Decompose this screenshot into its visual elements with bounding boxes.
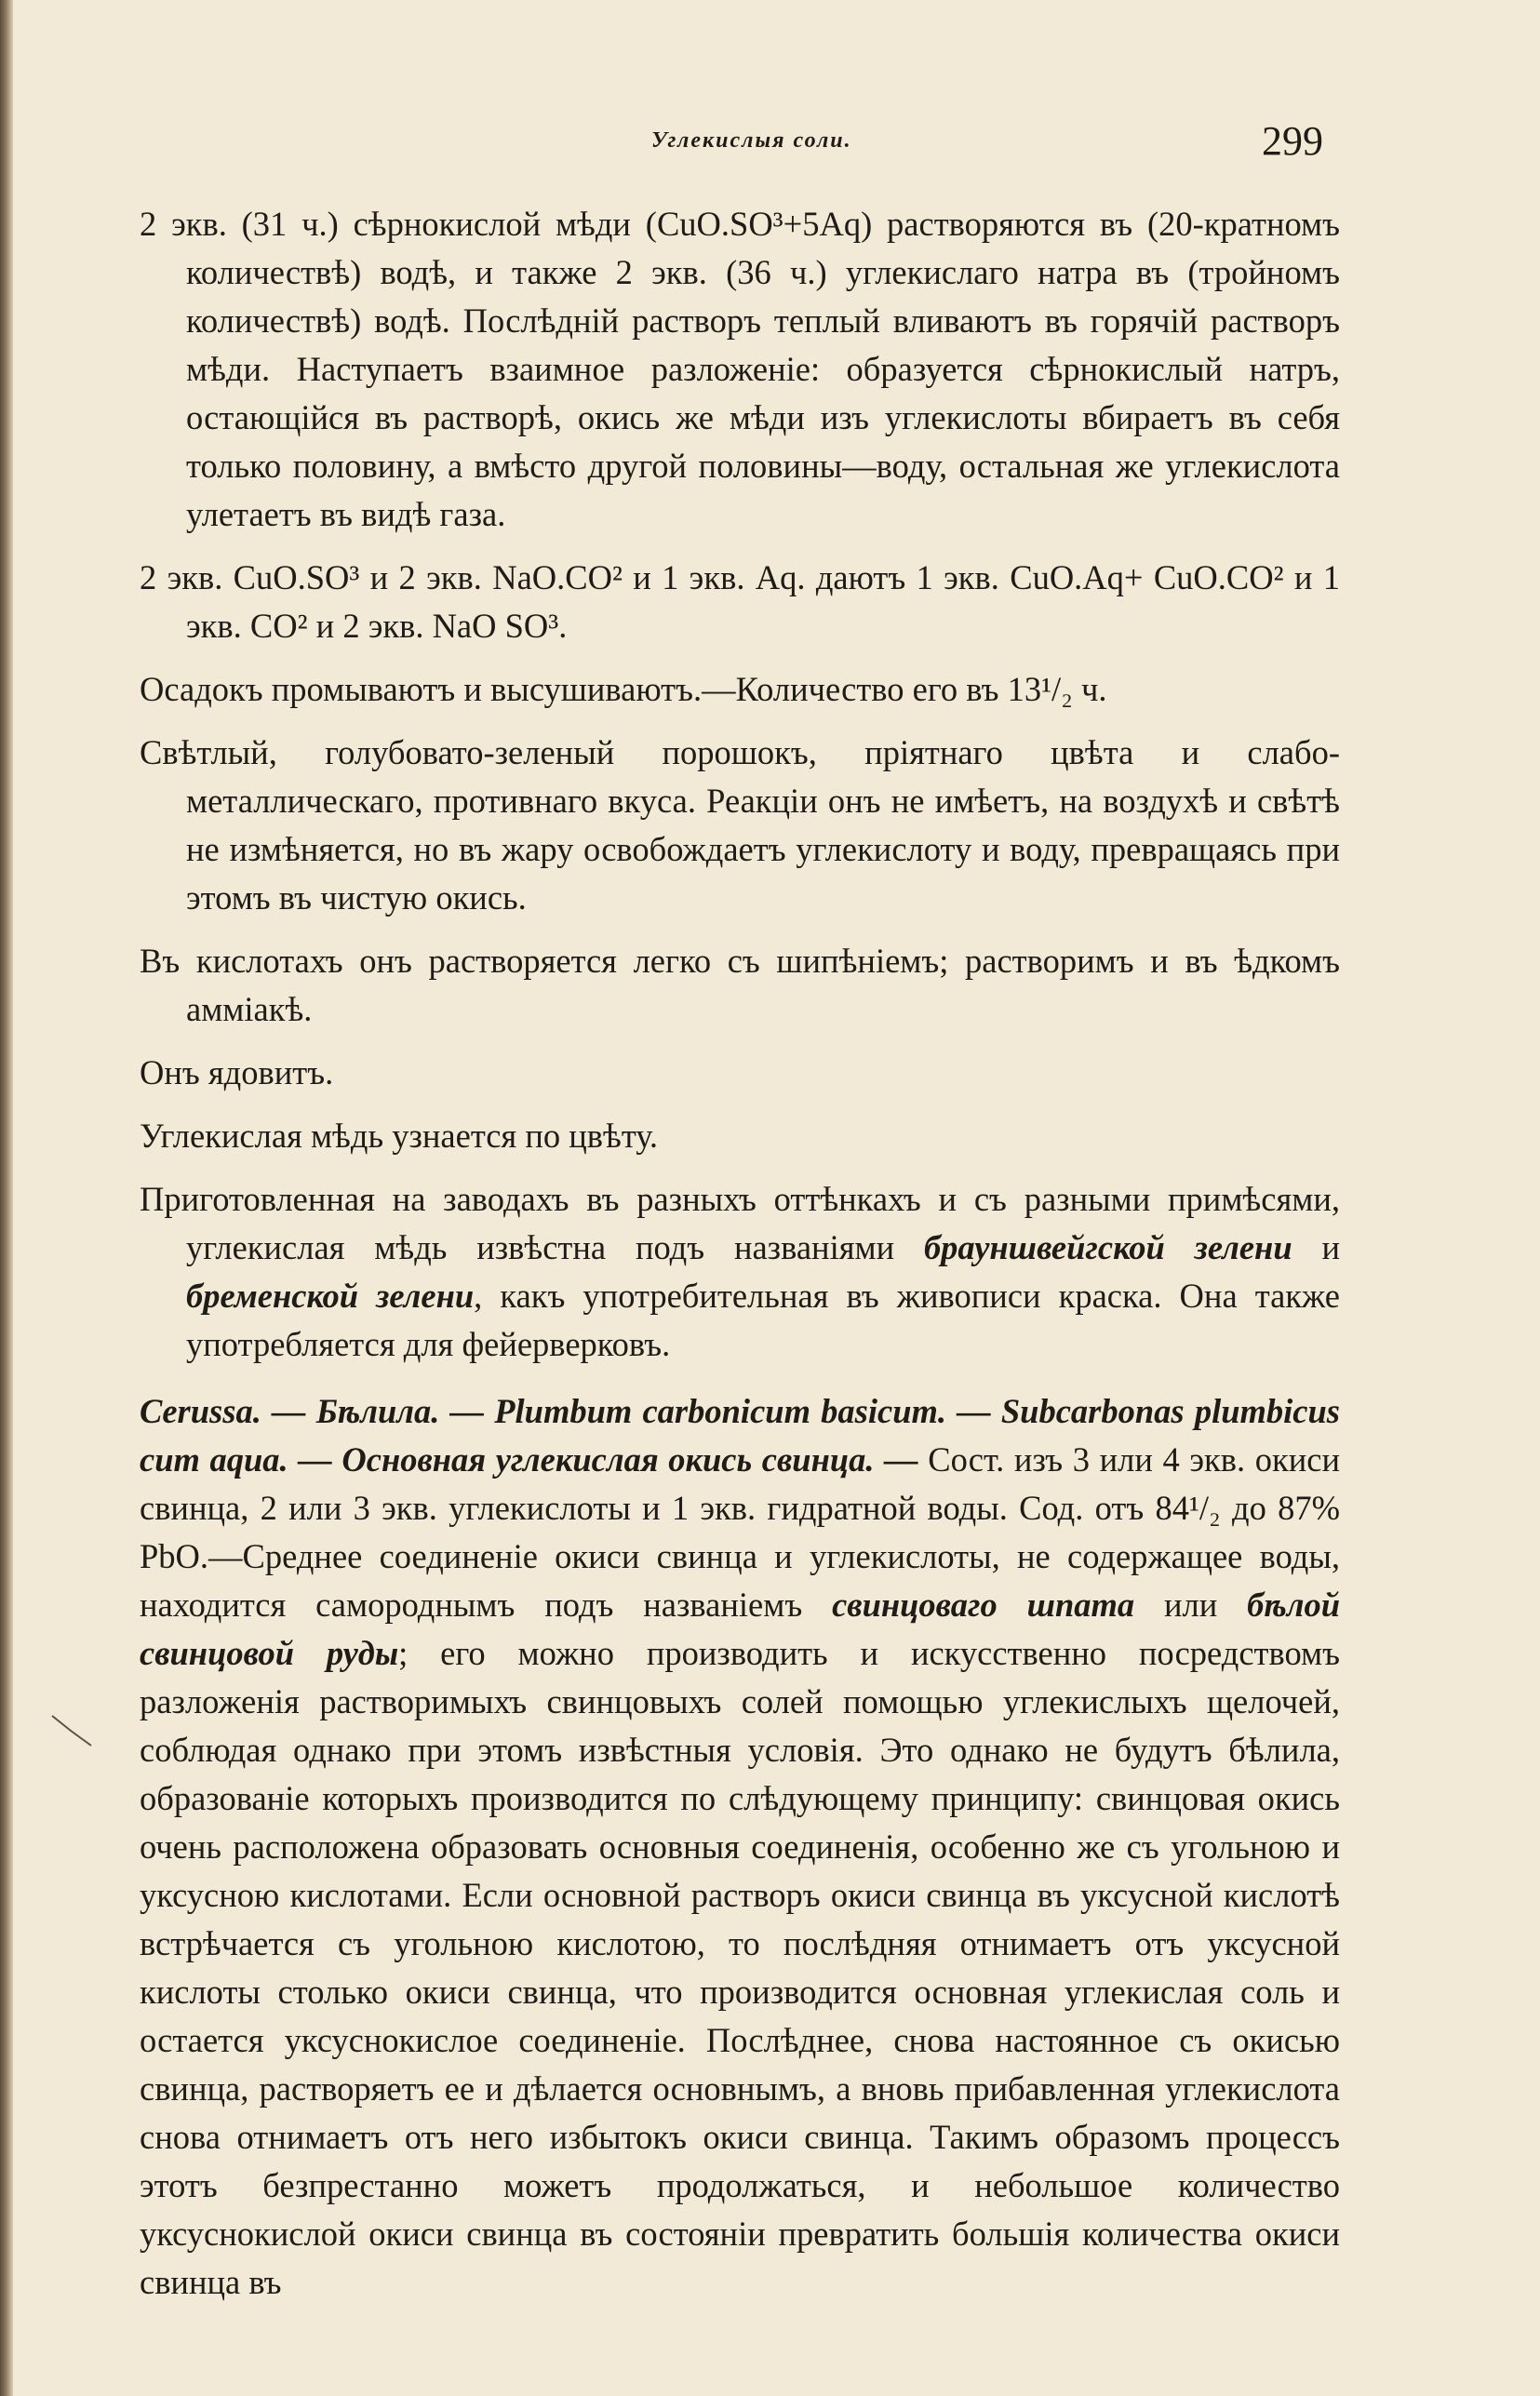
pencil-mark-icon (50, 1712, 95, 1749)
page-number: 299 (1262, 118, 1323, 164)
prepared-text-1: Приготовленная на заводахъ въ разныхъ оттѣнкахъ и съ разными примѣсями, углекислая мѣдь извѣстна подъ названіями (140, 1180, 1340, 1266)
prepared-italic-2: бременской зелени (186, 1277, 475, 1315)
paragraph-solubility: Въ кислотахъ онъ растворяется легко съ шипѣніемъ; растворимъ и въ ѣдкомъ амміакѣ. (140, 942, 1340, 1028)
running-title: Углекислыя соли. (651, 128, 852, 153)
paragraph-recipe: 2 экв. (31 ч.) сѣрнокислой мѣди (CuO.SO³+5Aq) растворяются въ (20-кратномъ количествѣ) водѣ, и также 2 экв. (36 ч.) углекислаго натра въ (тройномъ количествѣ) водѣ. Послѣдній растворъ теплый вливаютъ въ горячій растворъ мѣди. Наступаетъ взаимное разложеніе: образуется сѣрнокислый натръ, остающійся въ растворѣ, окись же мѣди изъ углекислоты вбираетъ въ себя только половину, а вмѣсто другой половины—воду, остальная же углекислота улетаетъ въ видѣ газа. (140, 205, 1340, 533)
page-body (140, 200, 1340, 2322)
cerussa-heading: Cerussa. — Бѣлила. — Plumbum carbonicum basicum. — Subcarbonas plumbicus cum aqua. — Основная углекислая окись свинца. — (140, 1392, 1340, 1479)
paragraph-properties: Свѣтлый, голубовато-зеленый порошокъ, пріятнаго цвѣта и слабо-металлическаго, противнаго вкуса. Реакціи онъ не имѣетъ, на воздухѣ и свѣтѣ не измѣняется, но въ жару освобождаетъ углекислоту и воду, превращаясь при этомъ въ чистую окись. (140, 733, 1340, 917)
paragraph-poisonous: Онъ ядовитъ. (140, 1053, 334, 1091)
paragraph-equation: 2 экв. CuO.SO³ и 2 экв. NaO.CO² и 1 экв. Aq. даютъ 1 экв. CuO.Aq+ CuO.CO² и 1 экв. CO² и 2 экв. NaO SO³. (140, 558, 1340, 645)
cerussa-text-1: Сост. изъ 3 или 4 экв. окиси свинца, 2 или 3 экв. углекислоты и 1 экв. гидратной воды. Сод. отъ 84¹/₂ до 87% PbO.—Среднее соединеніе окиси свинца и углекислоты, не содержащее воды, находится самороднымъ подъ названіемъ (140, 1440, 1340, 1624)
paragraph-cerussa (140, 1387, 1340, 2307)
prepared-italic-1: брауншвейгской зелени (923, 1228, 1292, 1266)
cerussa-text-3: ; его можно производить и искусственно посредствомъ разложенія растворимыхъ свинцовыхъ солей помощью углекислыхъ щелочей, соблюдая однако при этомъ извѣстныя условія. Это однако не будутъ бѣлила, образованіе которыхъ производится по слѣдующему принципу: свинцовая окись очень расположена образовать основныя соединенія, особенно же съ угольною и уксусною кислотами. Если основной растворъ окиси свинца въ уксусной кислотѣ встрѣчается съ угольною кислотою, то послѣдняя отнимаетъ отъ уксусной кислоты столько окиси свинца, что производится основная углекислая соль и остается уксуснокислое соединеніе. Послѣднее, снова настоянное съ окисью свинца, растворяетъ ее и дѣлается основнымъ, а вновь прибавленная углекислота снова отнимаетъ отъ него избытокъ окиси свинца. Такимъ образомъ процессъ этотъ безпрестанно можетъ продолжаться, и небольшое количество уксуснокислой окиси свинца въ состояніи превратить большія количества окиси свинца въ (140, 1634, 1340, 2301)
paragraph-yield: Осадокъ промываютъ и высушиваютъ.—Количество его въ 13¹/₂ ч. (140, 670, 1107, 708)
prepared-text-2: и (1292, 1228, 1340, 1266)
cerussa-italic-1: свинцоваго шпата (832, 1586, 1135, 1624)
paragraph-prepared (140, 1175, 1340, 1369)
paragraph-identification: Углекислая мѣдь узнается по цвѣту. (140, 1117, 659, 1155)
page-spine-edge (0, 0, 13, 2396)
cerussa-italic-2: бѣлой свинцовой руды (140, 1586, 1341, 1672)
prepared-text-3: , какъ употребительная въ живописи краска. Она также употребляется для фейерверковъ. (186, 1277, 1340, 1363)
cerussa-text-2: или (1134, 1586, 1248, 1624)
